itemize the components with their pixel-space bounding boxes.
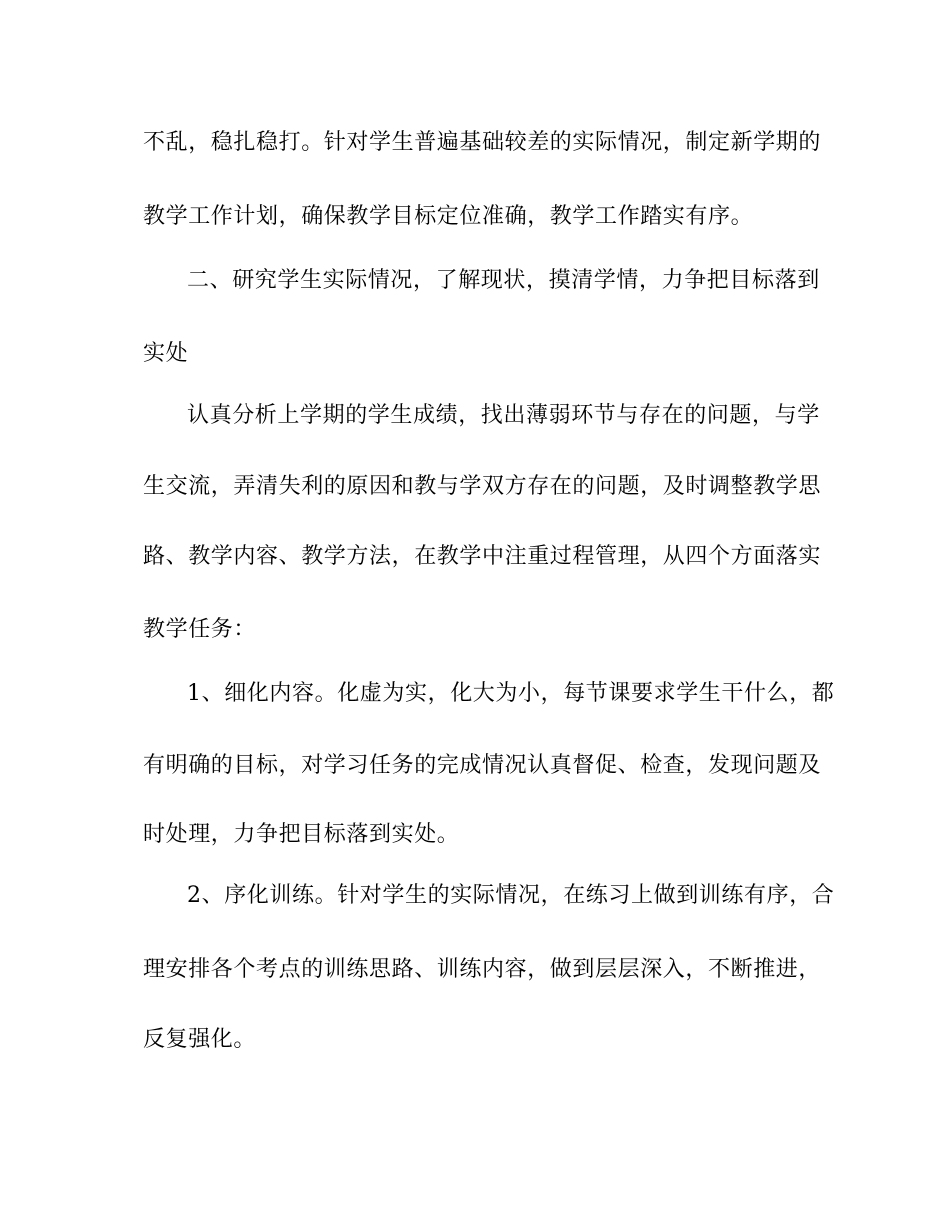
list-item-line: 1、细化内容。化虚为实，化大为小，每节课要求学生干什么，都	[187, 681, 835, 706]
paragraph-line: 不乱，稳扎稳打。针对学生普遍基础较差的实际情况，制定新学期的	[143, 130, 822, 155]
list-item-line: 2、序化训练。针对学生的实际情况，在练习上做到训练有序，合	[187, 883, 835, 908]
paragraph-line: 认真分析上学期的学生成绩，找出薄弱环节与存在的问题，与学	[187, 403, 820, 428]
list-item-line: 反复强化。	[143, 1027, 257, 1052]
paragraph-line: 生交流，弄清失利的原因和教与学双方存在的问题，及时调整教学思	[143, 474, 822, 499]
paragraph-line: 教学工作计划，确保教学目标定位准确，教学工作踏实有序。	[143, 204, 754, 229]
list-item-line: 理安排各个考点的训练思路、训练内容，做到层层深入，不断推进，	[143, 957, 822, 982]
paragraph-line: 路、教学内容、教学方法，在教学中注重过程管理，从四个方面落实	[143, 544, 822, 569]
list-item-line: 时处理，力争把目标落到实处。	[143, 822, 460, 847]
section-heading-line: 实处	[143, 341, 189, 366]
list-item-line: 有明确的目标，对学习任务的完成情况认真督促、检查，发现问题及	[143, 753, 822, 778]
paragraph-line: 教学任务：	[143, 617, 257, 642]
section-heading-line: 二、研究学生实际情况，了解现状，摸清学情，力争把目标落到	[187, 268, 820, 293]
